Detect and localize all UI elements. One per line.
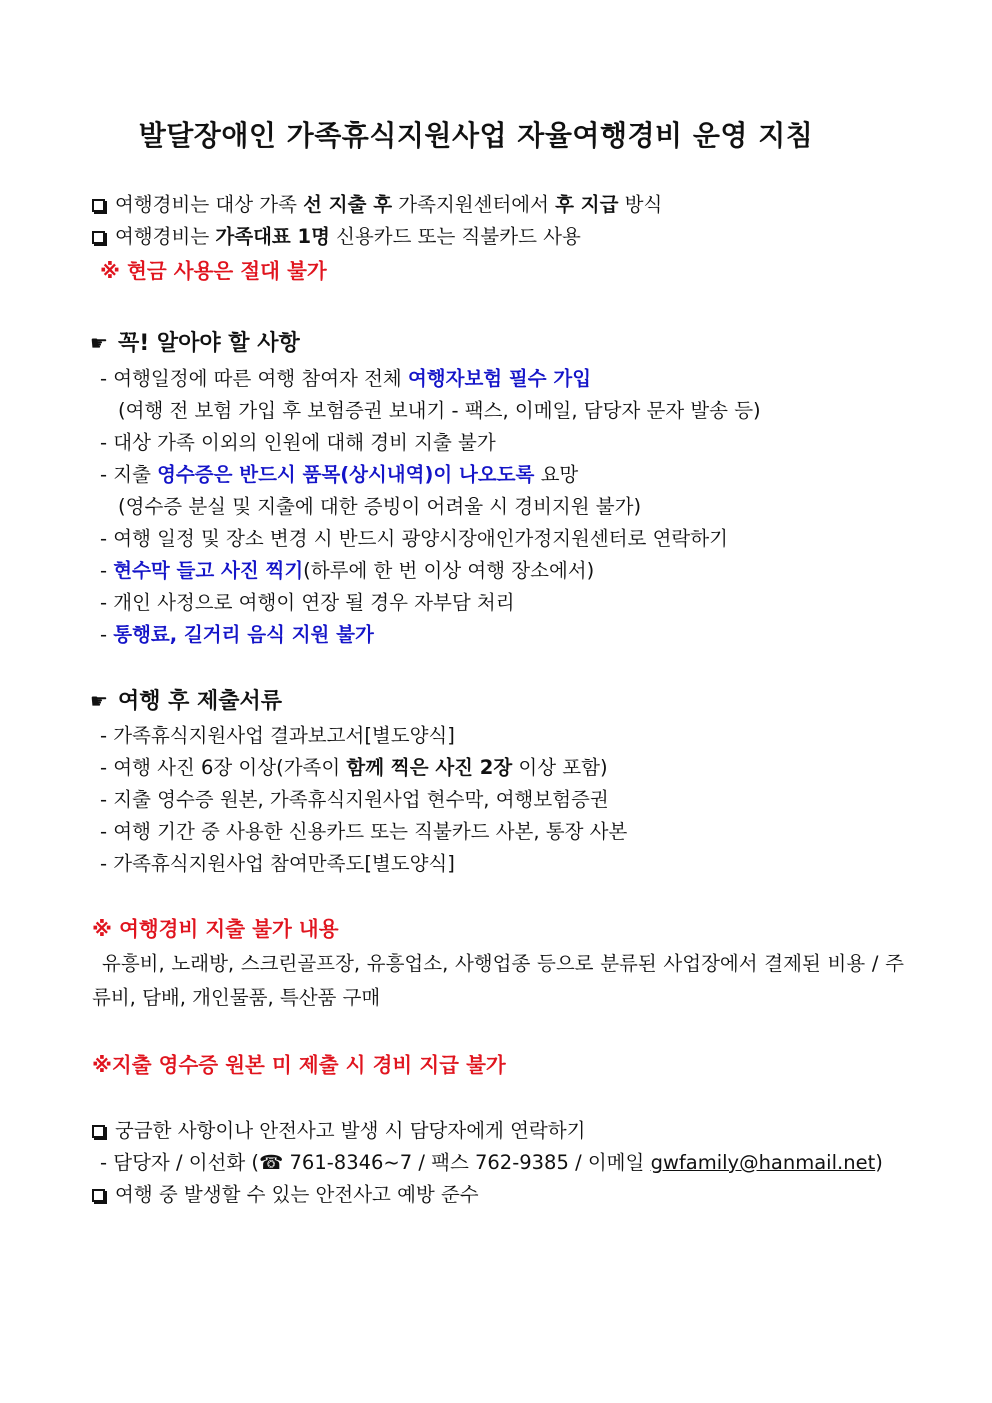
must-know-item-1-sub: (여행 전 보험 가입 후 보험증권 보내기 - 팩스, 이메일, 담당자 문자 발송 등) — [118, 399, 761, 422]
must-know-item-7: - 통행료, 길거리 음식 지원 불가 — [100, 623, 374, 646]
pointing-hand-icon: ☛ — [90, 331, 108, 355]
not-allowed-heading: ※ 여행경비 지출 불가 내용 — [92, 917, 339, 941]
docs-heading: ☛ 여행 후 제출서류 — [90, 689, 283, 714]
phone-icon: ☎ — [259, 1151, 284, 1174]
docs-item-5: - 가족휴식지원사업 참여만족도[별도양식] — [100, 852, 455, 875]
document-title: 발달장애인 가족휴식지원사업 자율여행경비 운영 지침 — [138, 119, 814, 152]
not-allowed-body: 유흥비, 노래방, 스크린골프장, 유흥업소, 사행업종 등으로 분류된 사업장에서 결제된 비용 / 주류비, 담배, 개인물품, 특산품 구매 — [92, 952, 904, 1009]
intro-line-1: 여행경비는 대상 가족 선 지출 후 가족지원센터에서 후 지급 방식 — [92, 192, 662, 218]
docs-item-4: - 여행 기간 중 사용한 신용카드 또는 직불카드 사본, 통장 사본 — [100, 820, 628, 843]
contact-line-1: 궁금한 사항이나 안전사고 발생 시 담당자에게 연락하기 — [92, 1118, 585, 1144]
checkbox-square-icon — [92, 1125, 105, 1138]
must-know-item-5: - 현수막 들고 사진 찍기(하루에 한 번 이상 여행 장소에서) — [100, 559, 595, 582]
must-know-item-6: - 개인 사정으로 여행이 연장 될 경우 자부담 처리 — [100, 591, 515, 614]
checkbox-square-icon — [92, 1189, 105, 1202]
must-know-item-1: - 여행일정에 따른 여행 참여자 전체 여행자보험 필수 가입 — [100, 367, 592, 390]
docs-item-3: - 지출 영수증 원본, 가족휴식지원사업 현수막, 여행보험증권 — [100, 788, 609, 811]
email-link[interactable]: gwfamily@hanmail.net — [650, 1151, 876, 1174]
intro-line-2: 여행경비는 가족대표 1명 신용카드 또는 직불카드 사용 — [92, 224, 581, 250]
must-know-heading: ☛ 꼭! 알아야 할 사항 — [90, 331, 300, 356]
must-know-item-3: - 지출 영수증은 반드시 품목(상시내역)이 나오도록 요망 — [100, 463, 579, 486]
docs-item-1: - 가족휴식지원사업 결과보고서[별도양식] — [100, 724, 455, 747]
pointing-hand-icon: ☛ — [90, 689, 108, 713]
must-know-item-2: - 대상 가족 이외의 인원에 대해 경비 지출 불가 — [100, 431, 496, 454]
docs-item-2: - 여행 사진 6장 이상(가족이 함께 찍은 사진 2장 이상 포함) — [100, 756, 608, 779]
contact-line-2: - 담당자 / 이선화 (☎ 761-8346~7 / 팩스 762-9385 / 이메일 gwfamily@hanmail.net) — [100, 1151, 883, 1174]
receipt-warning: ※지출 영수증 원본 미 제출 시 경비 지급 불가 — [92, 1053, 506, 1077]
checkbox-square-icon — [92, 199, 105, 212]
contact-line-3: 여행 중 발생할 수 있는 안전사고 예방 준수 — [92, 1182, 479, 1208]
cash-note: ※ 현금 사용은 절대 불가 — [100, 259, 327, 283]
must-know-item-3-sub: (영수증 분실 및 지출에 대한 증빙이 어려울 시 경비지원 불가) — [118, 495, 642, 518]
checkbox-square-icon — [92, 231, 105, 244]
must-know-item-4: - 여행 일정 및 장소 변경 시 반드시 광양시장애인가정지원센터로 연락하기 — [100, 527, 728, 550]
